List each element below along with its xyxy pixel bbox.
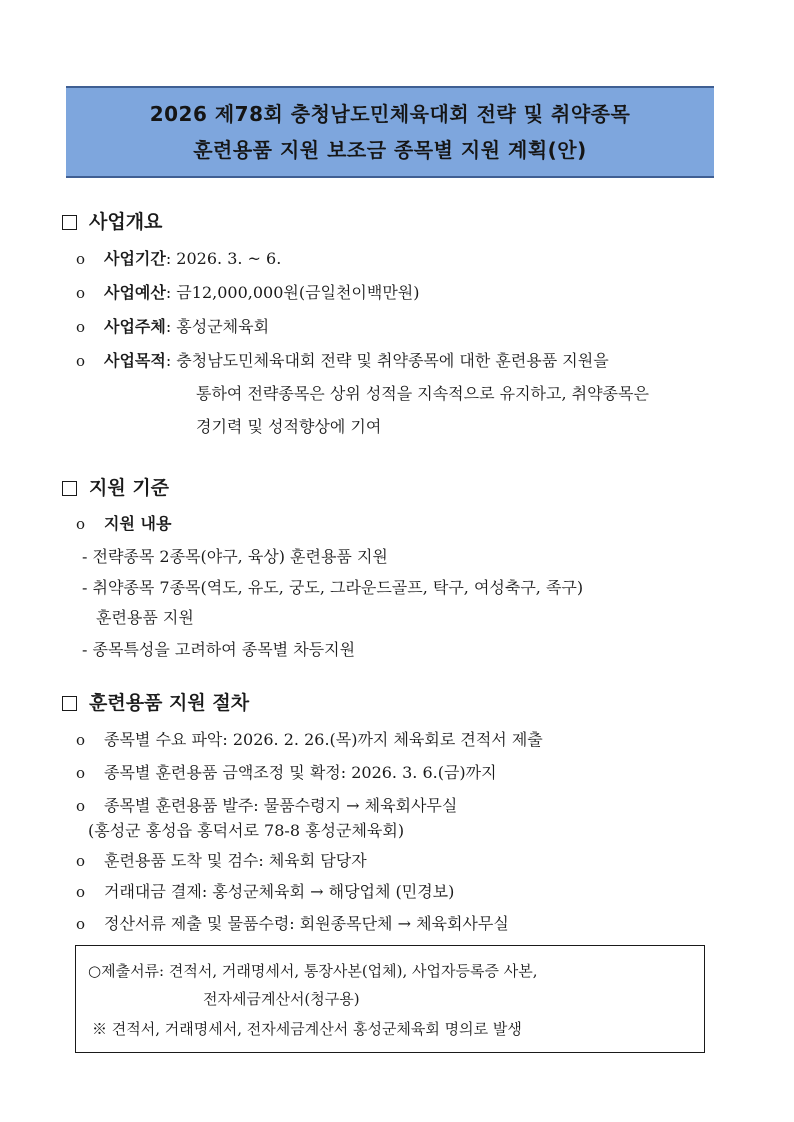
section-heading-criteria [62, 476, 169, 500]
item-label: 사업기간 [104, 249, 166, 268]
bullet-icon: o [76, 250, 86, 268]
section-heading-procedure [62, 691, 249, 715]
bullet-icon: o [76, 797, 86, 815]
title-banner [66, 86, 714, 178]
procedure-item: 거래대금 결제: 홍성군체육회 → 해당업체 (민경보) [104, 882, 455, 901]
bullet-icon: o [76, 764, 86, 782]
criteria-item-continued: 훈련용품 지원 [96, 608, 194, 627]
section-heading-text: 사업개요 [89, 211, 163, 233]
item-label: 사업주체 [104, 317, 166, 336]
procedure-item: 훈련용품 도착 및 검수: 체육회 담당자 [104, 851, 367, 870]
procedure-item: 종목별 훈련용품 발주: 물품수령지 → 체육회사무실 [104, 796, 458, 815]
bullet-icon: o [76, 352, 86, 370]
item-value: : 홍성군체육회 [165, 317, 270, 336]
procedure-item-continued: (홍성군 홍성읍 홍덕서로 78-8 홍성군체육회) [88, 821, 405, 840]
procedure-item: 정산서류 제출 및 물품수령: 회원종목단체 → 체육회사무실 [104, 914, 509, 933]
criteria-subheading: 지원 내용 [104, 514, 172, 533]
overview-purpose-continued-1: 통하여 전략종목은 상위 성적을 지속적으로 유지하고, 취약종목은 [196, 384, 649, 403]
note-documents-continued: 전자세금계산서(청구용) [203, 990, 360, 1008]
overview-host [104, 316, 269, 338]
overview-purpose [104, 350, 609, 372]
bullet-icon: o [76, 515, 86, 533]
title-line-2: 훈련용품 지원 보조금 종목별 지원 계획(안) [193, 138, 587, 162]
title-line-1: 2026 제78회 충청남도민체육대회 전략 및 취약종목 [149, 102, 631, 126]
checkbox-square-icon [62, 215, 77, 230]
item-label: 사업예산 [104, 283, 166, 302]
bullet-icon: o [76, 852, 86, 870]
section-heading-text: 훈련용품 지원 절차 [89, 692, 250, 714]
checkbox-square-icon [62, 696, 77, 711]
criteria-item: - 취약종목 7종목(역도, 유도, 궁도, 그라운드골프, 탁구, 여성축구, 족구) [82, 578, 584, 597]
item-label: 사업목적 [104, 351, 166, 370]
note-remark: ※ 견적서, 거래명세서, 전자세금계산서 홍성군체육회 명의로 발생 [92, 1020, 522, 1038]
checkbox-square-icon [62, 481, 77, 496]
bullet-icon: o [76, 731, 86, 749]
overview-period [104, 248, 281, 270]
item-value: : 충청남도민체육대회 전략 및 취약종목에 대한 훈련용품 지원을 [165, 351, 609, 370]
item-value: : 2026. 3. ~ 6. [165, 249, 282, 268]
overview-budget [104, 282, 420, 304]
section-heading-text: 지원 기준 [89, 477, 170, 499]
procedure-item: 종목별 수요 파악: 2026. 2. 26.(목)까지 체육회로 견적서 제출 [104, 730, 543, 749]
section-heading-overview [62, 210, 162, 234]
note-documents: ○제출서류: 견적서, 거래명세서, 통장사본(업체), 사업자등록증 사본, [88, 962, 538, 980]
bullet-icon: o [76, 318, 86, 336]
criteria-item: - 전략종목 2종목(야구, 육상) 훈련용품 지원 [82, 547, 388, 566]
overview-purpose-continued-2: 경기력 및 성적향상에 기여 [196, 417, 382, 436]
bullet-icon: o [76, 915, 86, 933]
criteria-item: - 종목특성을 고려하여 종목별 차등지원 [82, 640, 356, 659]
item-value: : 금12,000,000원(금일천이백만원) [165, 283, 420, 302]
procedure-item: 종목별 훈련용품 금액조정 및 확정: 2026. 3. 6.(금)까지 [104, 763, 497, 782]
bullet-icon: o [76, 883, 86, 901]
bullet-icon: o [76, 284, 86, 302]
